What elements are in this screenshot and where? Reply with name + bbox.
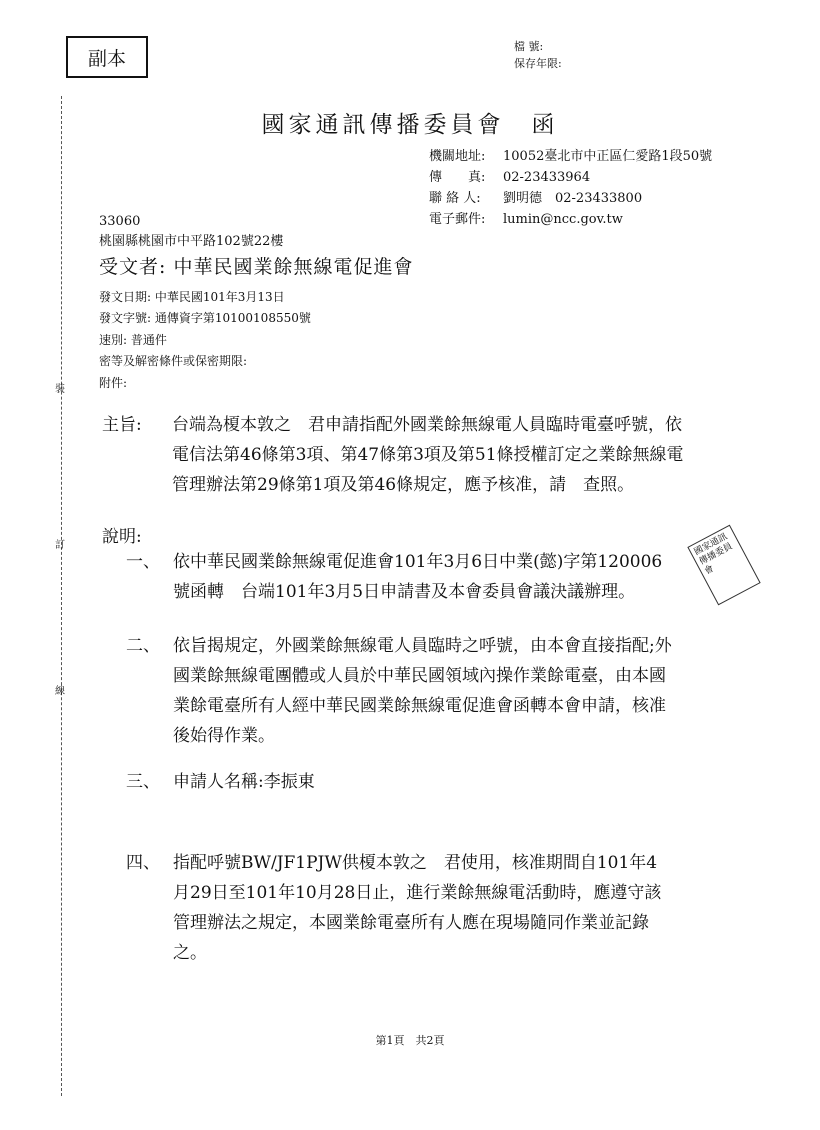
recipient-zip: 33060: [99, 214, 141, 229]
item-text: 申請人名稱:李振東: [173, 772, 315, 792]
explanation-item: [126, 848, 673, 968]
item-text: 依中華民國業餘無線電促進會101年3月6日中業(懿)字第120006號函轉 台端101年3月5日申請書及本會委員會議決議辦理。: [173, 552, 663, 602]
info-row: 發文字號: 通傳資字第10100108550號: [99, 311, 311, 326]
page-footer: 第1頁 共2頁: [375, 1034, 445, 1047]
item-text: 指配呼號BW/JF1PJW供榎本敦之 君使用，核准期間自101年4月29日至101年10月28日止，進行業餘無線電活動時，應遵守該管理辦法之規定，本國業餘電臺所有人應在現場隨同作業並記錄之。: [173, 853, 662, 963]
explanation-item: [126, 547, 673, 607]
email-label: 電子郵件:: [429, 212, 486, 227]
address-label: 機關地址:: [429, 149, 486, 164]
file-meta: [514, 38, 562, 72]
fax-label: 傳 真:: [429, 170, 486, 185]
copy-label: 副本: [66, 36, 148, 78]
recipient-street: 桃園縣桃園市中平路102號22樓: [99, 234, 284, 249]
explanation-item: [126, 631, 673, 751]
margin-mark-bottom: 線: [55, 686, 65, 697]
explanation-item: [126, 767, 673, 797]
fax-value: 02-23433964: [503, 170, 591, 185]
file-number-label: 檔 號:: [514, 40, 544, 53]
subject-text: 台端為榎本敦之 君申請指配外國業餘無線電人員臨時電臺呼號，依電信法第46條第3項、第47條第3項及第51條授權訂定之業餘無線電管理辦法第29條第1項及第46條規定，應予核准，請 查照。: [172, 415, 684, 495]
contact-person-label: 聯 絡 人:: [429, 191, 481, 206]
subject-block: [102, 410, 692, 500]
item-number: 四、: [126, 853, 160, 873]
info-row: 發文日期: 中華民國101年3月13日: [99, 290, 285, 304]
binding-margin-line: [61, 96, 62, 1096]
item-number: 二、: [126, 636, 160, 656]
item-text: 依旨揭規定，外國業餘無線電人員臨時之呼號，由本會直接指配;外國業餘無線電團體或人員於中華民國領域內操作業餘電臺，由本國業餘電臺所有人經中華民國業餘無線電促進會函轉本會申請，核准後始得作業。: [173, 636, 672, 746]
item-number: 三、: [126, 772, 160, 792]
recipient-address: [99, 212, 283, 252]
address-value: 10052臺北市中正區仁愛路1段50號: [503, 149, 713, 164]
info-row: 密等及解密條件或保密期限:: [99, 354, 248, 369]
margin-mark-middle: 訂: [55, 540, 65, 551]
document-info: [99, 287, 311, 394]
contact-person-value: 劉明德 02-23433800: [503, 191, 643, 206]
info-row: 速別: 普通件: [99, 332, 167, 347]
document-title: 國家通訊傳播委員會 函: [261, 112, 559, 138]
subject-label: 主旨:: [102, 415, 142, 435]
contact-block: [429, 146, 712, 230]
margin-mark-top: 裝: [55, 384, 65, 395]
official-stamp: 國家通訊傳播委員會: [687, 525, 760, 606]
email-value: lumin@ncc.gov.tw: [503, 212, 623, 227]
explanation-label: 說明:: [102, 527, 142, 547]
info-row: 附件:: [99, 375, 128, 390]
item-number: 一、: [126, 552, 160, 572]
receiver: 受文者: 中華民國業餘無線電促進會: [99, 256, 414, 278]
retention-label: 保存年限:: [514, 57, 562, 70]
